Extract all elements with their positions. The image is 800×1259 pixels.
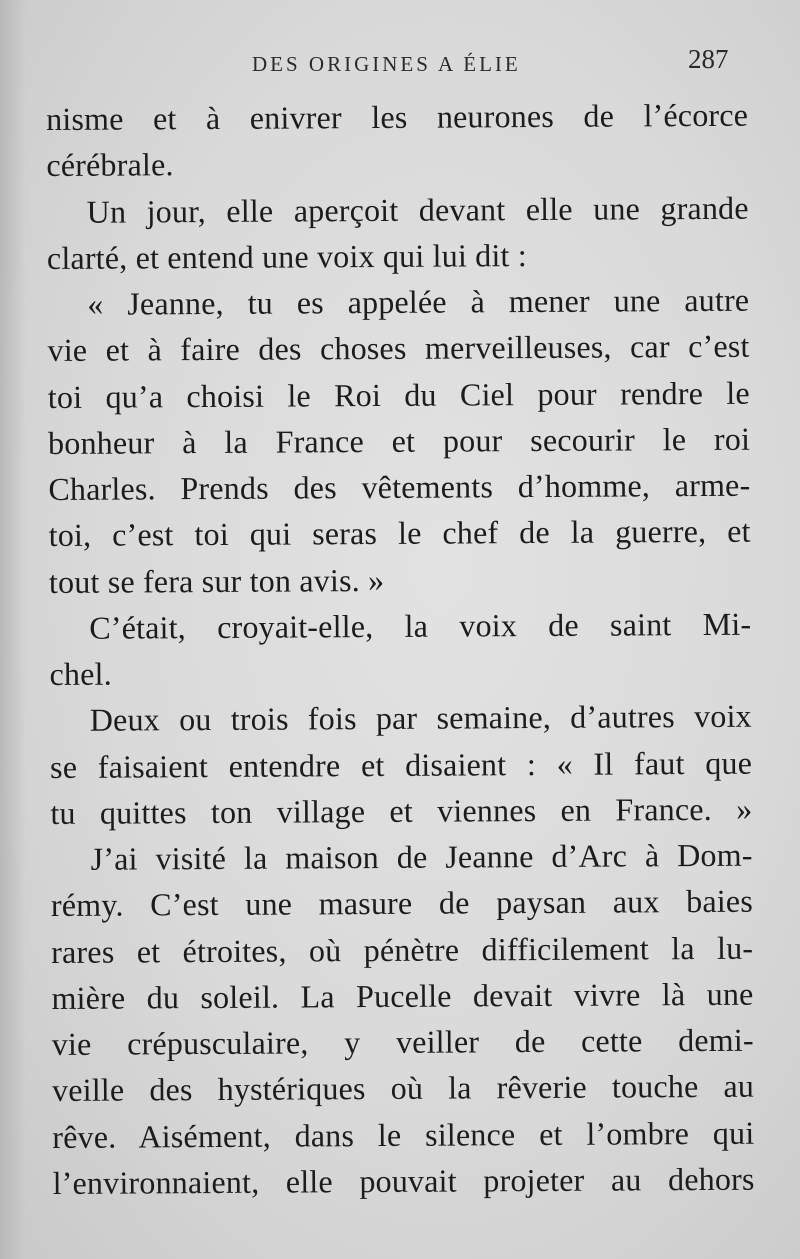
text-line: « Jeanne, tu es appelée à mener une autre bbox=[87, 281, 750, 322]
text-line: toi qu’a choisi le Roi du Ciel pour rendre le bbox=[47, 374, 750, 415]
text-line: se faisaient entendre et disaient : « Il faut que bbox=[49, 744, 753, 785]
page-gutter-shadow bbox=[0, 0, 26, 1259]
text-line: clarté, et entend une voix qui lui dit : bbox=[46, 236, 527, 276]
text-line: tout se fera sur ton avis. » bbox=[48, 561, 385, 600]
text-line: rares et étroites, où pénètre difficilement la lu- bbox=[51, 929, 754, 970]
text-line: veille des hystériques où la rêverie touche au bbox=[51, 1067, 755, 1109]
text-line: Un jour, elle aperçoit devant elle une grande bbox=[86, 189, 749, 230]
body-text bbox=[46, 92, 755, 1206]
text-line: rêve. Aisément, dans le silence et l’ombre qui bbox=[52, 1114, 755, 1155]
page-number: 287 bbox=[688, 44, 729, 74]
text-line: Deux ou trois fois par semaine, d’autres voix bbox=[89, 697, 752, 738]
text-line: chel. bbox=[49, 655, 112, 692]
text-line: mière du soleil. La Pucelle devait vivre là une bbox=[51, 975, 754, 1016]
text-line: bonheur à la France et pour secourir le roi bbox=[48, 420, 751, 461]
text-line: tu quittes ton village et viennes en France. » bbox=[50, 790, 753, 831]
text-line: Charles. Prends des vêtements d’homme, arme- bbox=[48, 466, 751, 507]
text-line: vie crépusculaire, y veiller de cette demi- bbox=[51, 1021, 754, 1062]
text-line: toi, c’est toi qui seras le chef de la guerre, et bbox=[48, 512, 751, 554]
text-line: l’environnaient, elle pouvait projeter au dehors bbox=[52, 1160, 755, 1201]
text-line: C’était, croyait-elle, la voix de saint Mi- bbox=[89, 605, 752, 646]
text-line: nisme et à enivrer les neurones de l’écorce bbox=[46, 96, 749, 137]
text-line: cérébrale. bbox=[46, 146, 174, 184]
running-head: DES ORIGINES A ÉLIE bbox=[252, 52, 521, 76]
page-header bbox=[0, 42, 800, 82]
text-line: J’ai visité la maison de Jeanne d’Arc à Dom- bbox=[90, 836, 753, 877]
text-line: vie et à faire des choses merveilleuses, car c’est bbox=[47, 327, 750, 369]
text-line: rémy. C’est une masure de paysan aux baies bbox=[50, 882, 754, 924]
